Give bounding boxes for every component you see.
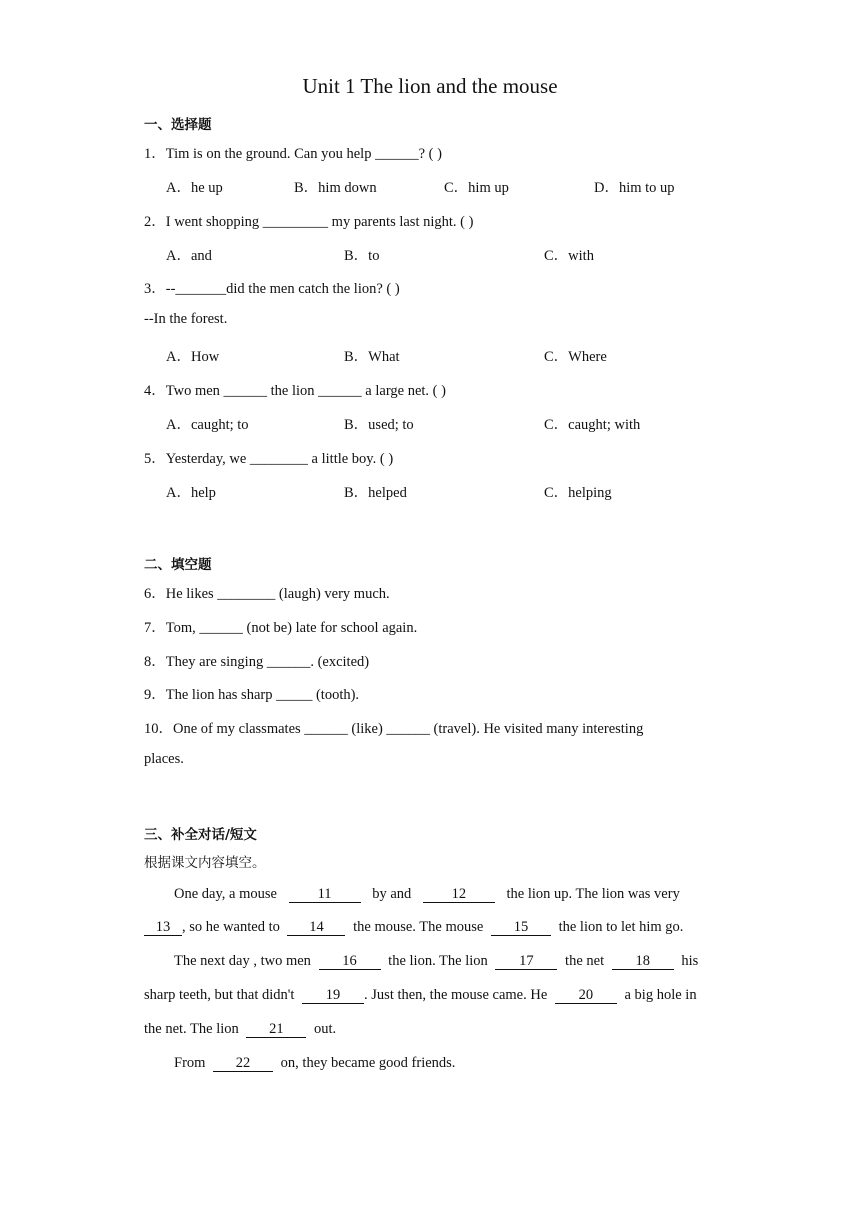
- q2-stem: 2．I went shopping _________ my parents last night. ( ): [144, 214, 474, 230]
- passage-text: the lion up. The lion was very: [506, 886, 680, 902]
- passage-line-6: [144, 1055, 718, 1072]
- q1-option-c: C．him up: [444, 180, 509, 196]
- q2-option-b: B．to: [344, 248, 380, 264]
- blank-21: 21: [246, 1022, 306, 1038]
- blank-11: 11: [289, 887, 361, 903]
- passage-text: by and: [372, 886, 412, 902]
- q5-stem: 5．Yesterday, we ________ a little boy. ( ): [144, 451, 394, 467]
- q3-answer-line: --In the forest.: [144, 311, 228, 327]
- page-title: Unit 1 The lion and the mouse: [302, 74, 558, 98]
- fill-item-6: 6．He likes ________ (laugh) very much.: [144, 586, 390, 602]
- section2-heading: 二、填空题: [144, 557, 212, 573]
- q3-option-a: A．How: [166, 349, 220, 365]
- fill-item-8: 8．They are singing ______. (excited): [144, 654, 370, 670]
- passage-text: the lion. The lion: [388, 953, 488, 969]
- passage-text: , so he wanted to: [182, 919, 280, 935]
- fill-item-10: 10．One of my classmates ______ (like) ______ (travel). He visited many interesting: [144, 721, 644, 737]
- q4-stem: 4．Two men ______ the lion ______ a large net. ( ): [144, 383, 446, 399]
- passage-text: out.: [314, 1021, 337, 1037]
- fill-item-7: 7．Tom, ______ (not be) late for school again.: [144, 620, 418, 636]
- q4-option-c: C．caught; with: [544, 417, 641, 433]
- fill-item-10-continued: places.: [144, 751, 184, 767]
- blank-12: 12: [423, 887, 495, 903]
- q1-option-a: A．he up: [166, 180, 223, 196]
- section1-heading: 一、选择题: [144, 117, 212, 133]
- passage-text: the net. The lion: [144, 1021, 239, 1037]
- passage-text: sharp teeth, but that didn't: [144, 987, 295, 1003]
- passage-text: From: [174, 1055, 206, 1071]
- q5-option-c: C．helping: [544, 485, 612, 501]
- q2-option-a: A．and: [166, 248, 212, 264]
- fill-item-9: 9．The lion has sharp _____ (tooth).: [144, 687, 360, 703]
- q5-option-b: B．helped: [344, 485, 407, 501]
- q1-stem: 1．Tim is on the ground. Can you help ______? ( ): [144, 146, 442, 162]
- q4-option-b: B．used; to: [344, 417, 414, 433]
- blank-15: 15: [491, 920, 551, 936]
- passage-text: . Just then, the mouse came. He: [364, 987, 548, 1003]
- blank-20: 20: [555, 988, 617, 1004]
- q4-option-a: A．caught; to: [166, 417, 249, 433]
- passage-line-4: [144, 987, 718, 1004]
- passage-text: the lion to let him go.: [558, 919, 684, 935]
- q3-option-c: C．Where: [544, 349, 607, 365]
- blank-17: 17: [495, 954, 557, 970]
- passage-line-2: [144, 919, 718, 936]
- q3-stem: 3．--_______did the men catch the lion? ( ): [144, 281, 400, 297]
- q1-option-b: B．him down: [294, 180, 377, 196]
- passage-line-5: [144, 1021, 718, 1038]
- q3-option-b: B．What: [344, 349, 400, 365]
- blank-19: 19: [302, 988, 364, 1004]
- passage-text: The next day , two men: [174, 953, 311, 969]
- passage-line-1: [144, 886, 718, 903]
- passage-text: the net: [565, 953, 605, 969]
- section3-instruction: 根据课文内容填空。: [144, 855, 266, 871]
- passage-text: on, they became good friends.: [280, 1055, 456, 1071]
- passage-line-3: [144, 953, 718, 970]
- passage-text: the mouse. The mouse: [353, 919, 484, 935]
- passage-text: his: [681, 953, 699, 969]
- blank-16: 16: [319, 954, 381, 970]
- passage-text: a big hole in: [624, 987, 697, 1003]
- passage-text: One day, a mouse: [174, 886, 277, 902]
- blank-14: 14: [287, 920, 345, 936]
- blank-18: 18: [612, 954, 674, 970]
- q5-option-a: A．help: [166, 485, 216, 501]
- section3-heading: 三、补全对话/短文: [144, 827, 257, 843]
- blank-22: 22: [213, 1056, 273, 1072]
- q1-option-d: D．him to up: [594, 180, 675, 196]
- blank-13: 13: [144, 920, 182, 936]
- q2-option-c: C．with: [544, 248, 594, 264]
